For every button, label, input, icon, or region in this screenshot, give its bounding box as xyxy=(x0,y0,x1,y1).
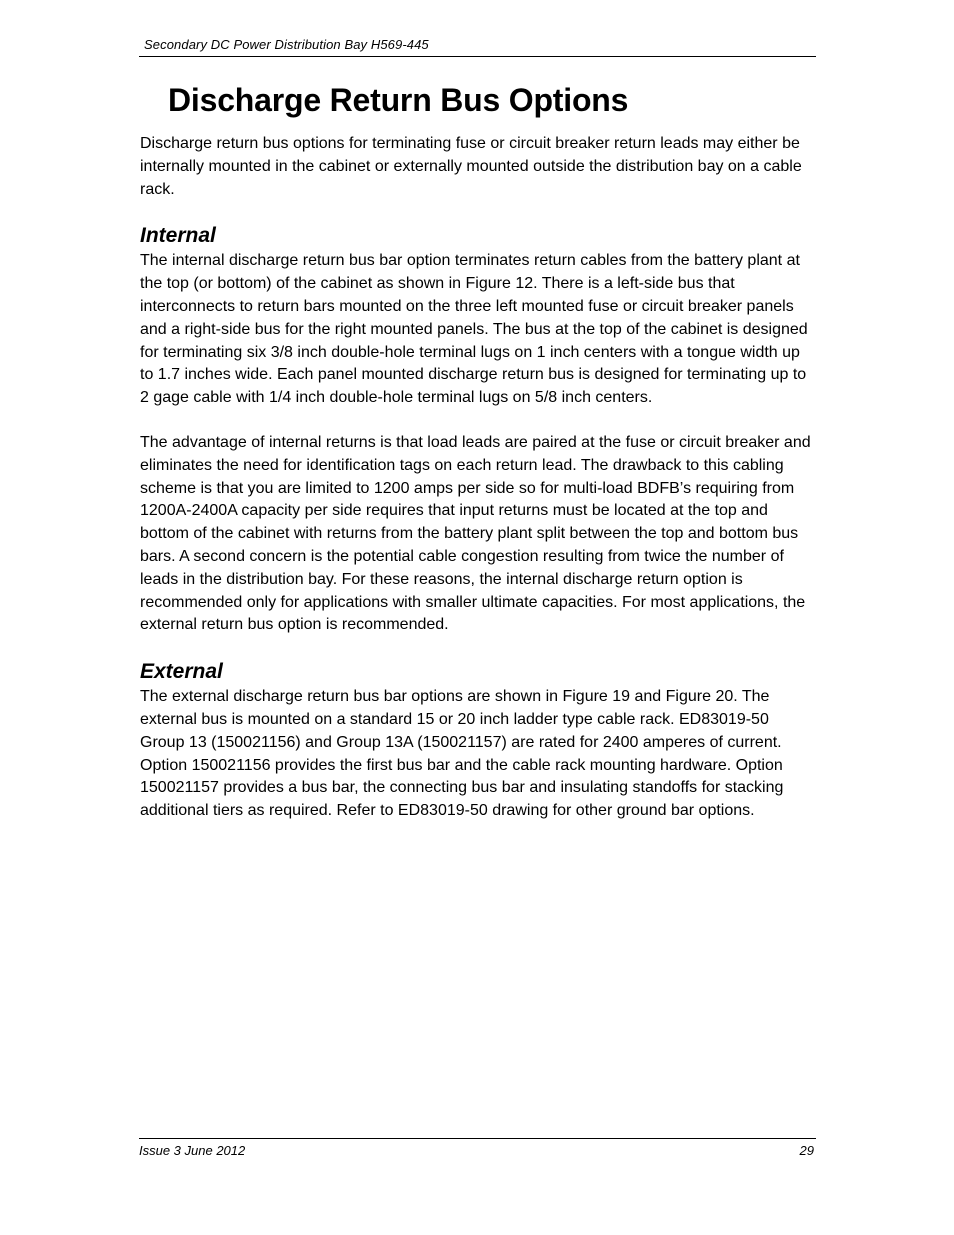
section-heading-internal: Internal xyxy=(140,224,216,248)
page-body xyxy=(140,133,816,823)
footer-rule xyxy=(139,1138,816,1139)
section-heading-external: External xyxy=(140,660,223,684)
running-header: Secondary DC Power Distribution Bay H569-445 xyxy=(144,37,429,52)
internal-paragraph-2: The advantage of internal returns is that load leads are paired at the fuse or circuit breaker and eliminates the need for identification tags on each return lead. The drawback to this cabling scheme is that you are limited to 1200 amps per side so for multi-load BDFB’s requiring from 1200A-2400A capacity per side requires that input returns must be located at the top and bottom of the cabinet with returns from the battery plant split between the top and bottom bus bars. A second concern is the potential cable congestion resulting from twice the number of leads in the distribution bay. For these reasons, the internal discharge return option is recommended only for applications with smaller ultimate capacities. For most applications, the external return bus option is recommended. xyxy=(140,433,811,634)
header-rule xyxy=(139,56,816,57)
footer-page-number: 29 xyxy=(799,1143,814,1158)
internal-paragraph-1: The internal discharge return bus bar option terminates return cables from the battery plant at the top (or bottom) of the cabinet as shown in Figure 12. There is a left-side bus that interconnects to return bars mounted on the three left mounted fuse or circuit breaker panels and a right-side bus for the right mounted panels. The bus at the top of the cabinet is designed for terminating six 3/8 inch double-hole terminal lugs on 1 inch centers with a tongue width up to 1.7 inches wide. Each panel mounted discharge return bus is designed for terminating up to 2 gage cable with 1/4 inch double-hole terminal lugs on 5/8 inch centers. xyxy=(140,252,808,407)
footer-issue-date: Issue 3 June 2012 xyxy=(139,1143,246,1158)
external-paragraph-1: The external discharge return bus bar options are shown in Figure 19 and Figure 20. The external bus is mounted on a standard 15 or 20 inch ladder type cable rack. ED83019-50 Group 13 (150021156) and Group 13A (150021157) are rated for 2400 amperes of current. Option 150021156 provides the first bus bar and the cable rack mounting hardware. Option 150021157 provides a bus bar, the connecting bus bar and insulating standoffs for stacking additional tiers as required. Refer to ED83019-50 drawing for other ground bar options. xyxy=(140,688,784,820)
intro-paragraph: Discharge return bus options for terminating fuse or circuit breaker return leads may either be internally mounted in the cabinet or externally mounted outside the distribution bay on a cable rack. xyxy=(140,135,802,198)
page-title: Discharge Return Bus Options xyxy=(168,82,629,118)
